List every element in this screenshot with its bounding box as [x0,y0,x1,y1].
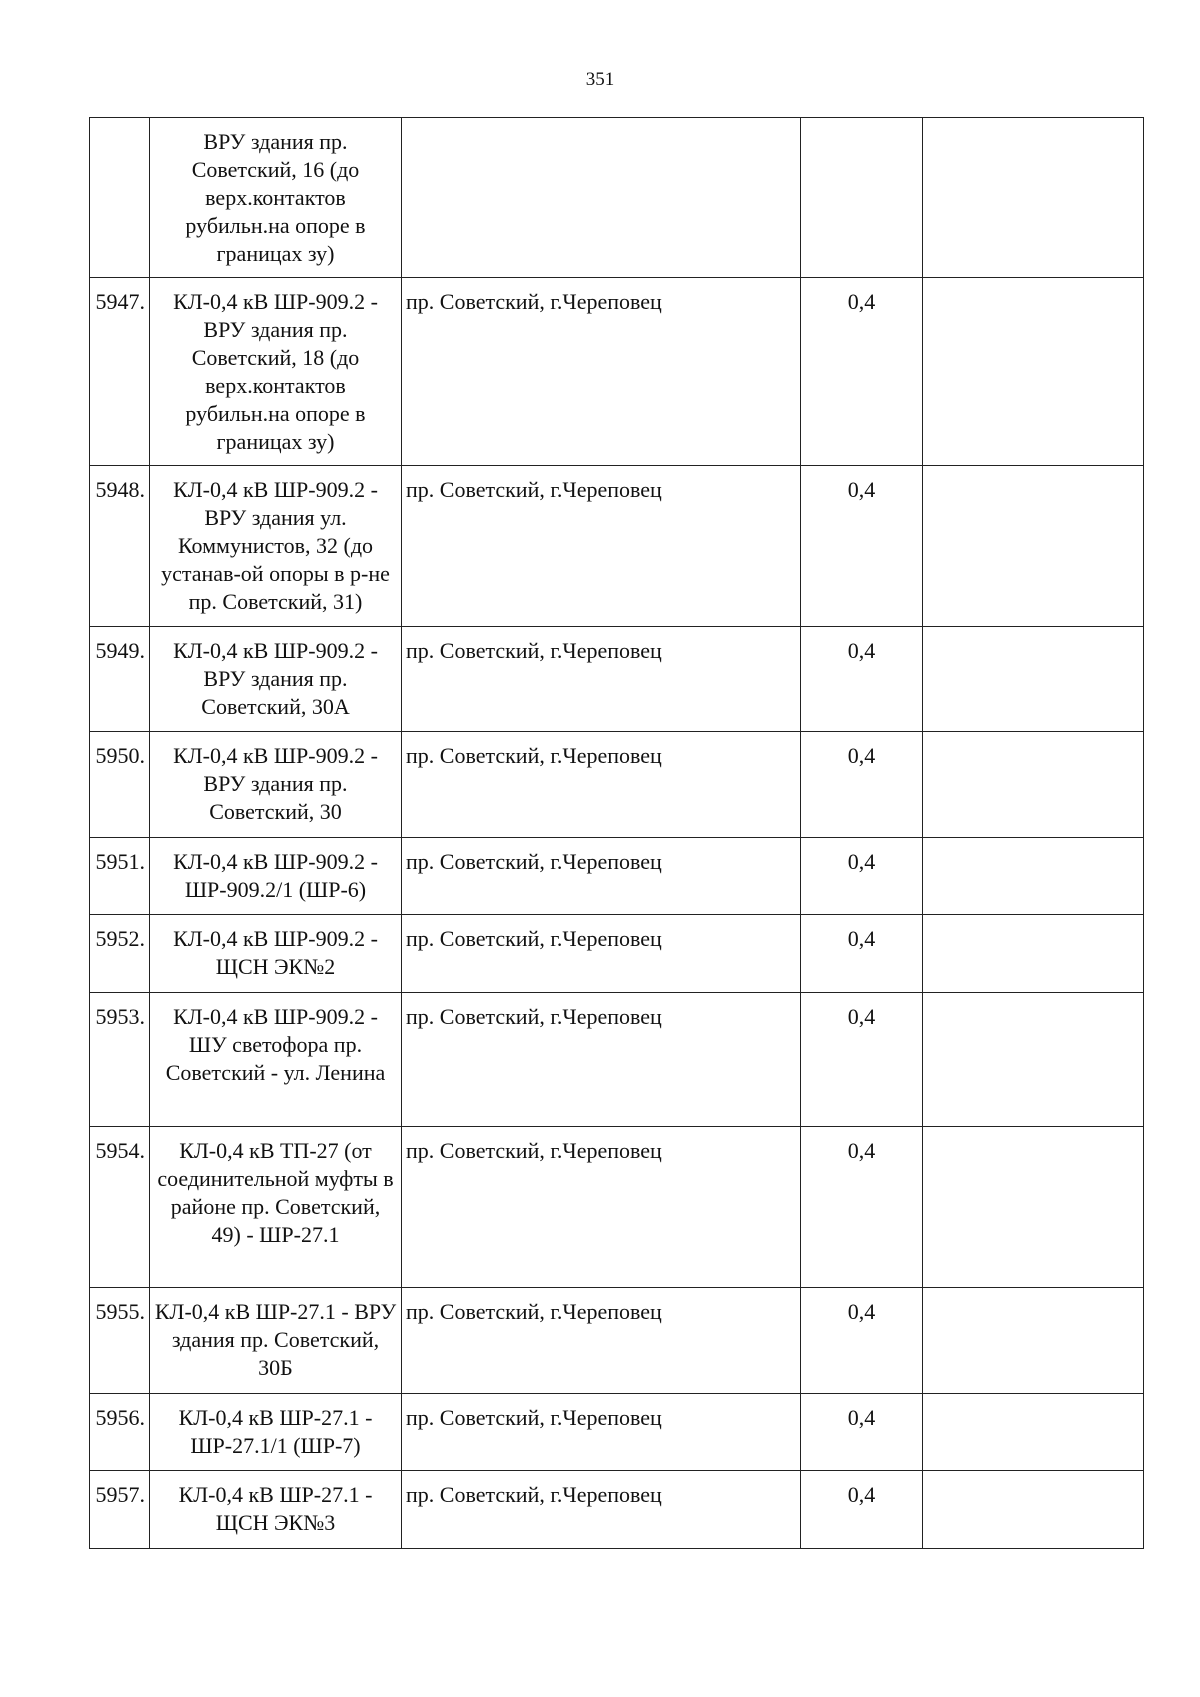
extra-cell [923,993,1144,1127]
address-cell: пр. Советский, г.Череповец [402,915,801,993]
voltage-cell: 0,4 [801,1288,923,1394]
page-number: 351 [585,69,615,90]
table-row [90,732,1144,838]
row-number-cell: 5956. [90,1394,150,1471]
row-number-cell: 5949. [90,627,150,732]
table-row [90,1394,1144,1471]
address-cell: пр. Советский, г.Череповец [402,993,801,1127]
voltage-cell: 0,4 [801,915,923,993]
address-cell: пр. Советский, г.Череповец [402,1288,801,1394]
voltage-cell: 0,4 [801,466,923,627]
line-name-cell: КЛ-0,4 кВ ШР-909.2 - ВРУ здания пр. Советский, 30А [150,627,402,732]
line-name-cell: КЛ-0,4 кВ ШР-27.1 - ЩСН ЭК№3 [150,1471,402,1549]
table-row [90,1288,1144,1394]
line-name-cell: КЛ-0,4 кВ ШР-909.2 - ВРУ здания ул. Коммунистов, 32 (до устанав-ой опоры в р-не пр. Советский, 31) [150,466,402,627]
row-number-cell: 5952. [90,915,150,993]
address-cell: пр. Советский, г.Череповец [402,278,801,466]
extra-cell [923,466,1144,627]
row-number-cell: 5957. [90,1471,150,1549]
row-number-cell: 5955. [90,1288,150,1394]
table-row [90,993,1144,1127]
address-cell: пр. Советский, г.Череповец [402,1471,801,1549]
voltage-cell: 0,4 [801,993,923,1127]
extra-cell [923,915,1144,993]
extra-cell [923,627,1144,732]
line-name-cell: КЛ-0,4 кВ ШР-909.2 - ВРУ здания пр. Советский, 18 (до верх.контактов рубильн.на опоре в границах зу) [150,278,402,466]
extra-cell [923,732,1144,838]
table-row [90,838,1144,915]
voltage-cell: 0,4 [801,1471,923,1549]
table-row [90,1127,1144,1288]
address-cell [402,118,801,278]
extra-cell [923,1394,1144,1471]
address-cell: пр. Советский, г.Череповец [402,1394,801,1471]
table-row [90,1471,1144,1549]
row-number-cell: 5953. [90,993,150,1127]
row-number-cell: 5951. [90,838,150,915]
extra-cell [923,278,1144,466]
extra-cell [923,118,1144,278]
cable-line-register-table [89,117,1144,1549]
table-row [90,915,1144,993]
table-row [90,278,1144,466]
line-name-cell: КЛ-0,4 кВ ШР-909.2 - ШУ светофора пр. Советский - ул. Ленина [150,993,402,1127]
line-name-cell: ВРУ здания пр. Советский, 16 (до верх.контактов рубильн.на опоре в границах зу) [150,118,402,278]
row-number-cell: 5950. [90,732,150,838]
address-cell: пр. Советский, г.Череповец [402,1127,801,1288]
voltage-cell: 0,4 [801,627,923,732]
address-cell: пр. Советский, г.Череповец [402,627,801,732]
table-row [90,627,1144,732]
row-number-cell: 5954. [90,1127,150,1288]
row-number-cell: 5948. [90,466,150,627]
voltage-cell: 0,4 [801,1394,923,1471]
table-row [90,466,1144,627]
voltage-cell: 0,4 [801,732,923,838]
line-name-cell: КЛ-0,4 кВ ШР-909.2 - ШР-909.2/1 (ШР-6) [150,838,402,915]
address-cell: пр. Советский, г.Череповец [402,732,801,838]
row-number-cell: 5947. [90,278,150,466]
address-cell: пр. Советский, г.Череповец [402,466,801,627]
address-cell: пр. Советский, г.Череповец [402,838,801,915]
table-row [90,118,1144,278]
line-name-cell: КЛ-0,4 кВ ШР-27.1 - ШР-27.1/1 (ШР-7) [150,1394,402,1471]
extra-cell [923,838,1144,915]
extra-cell [923,1288,1144,1394]
line-name-cell: КЛ-0,4 кВ ШР-909.2 - ВРУ здания пр. Советский, 30 [150,732,402,838]
line-name-cell: КЛ-0,4 кВ ШР-909.2 - ЩСН ЭК№2 [150,915,402,993]
extra-cell [923,1127,1144,1288]
voltage-cell: 0,4 [801,1127,923,1288]
voltage-cell: 0,4 [801,278,923,466]
extra-cell [923,1471,1144,1549]
voltage-cell: 0,4 [801,838,923,915]
line-name-cell: КЛ-0,4 кВ ТП-27 (от соединительной муфты в районе пр. Советский, 49) - ШР-27.1 [150,1127,402,1288]
row-number-cell [90,118,150,278]
line-name-cell: КЛ-0,4 кВ ШР-27.1 - ВРУ здания пр. Советский, 30Б [150,1288,402,1394]
voltage-cell [801,118,923,278]
